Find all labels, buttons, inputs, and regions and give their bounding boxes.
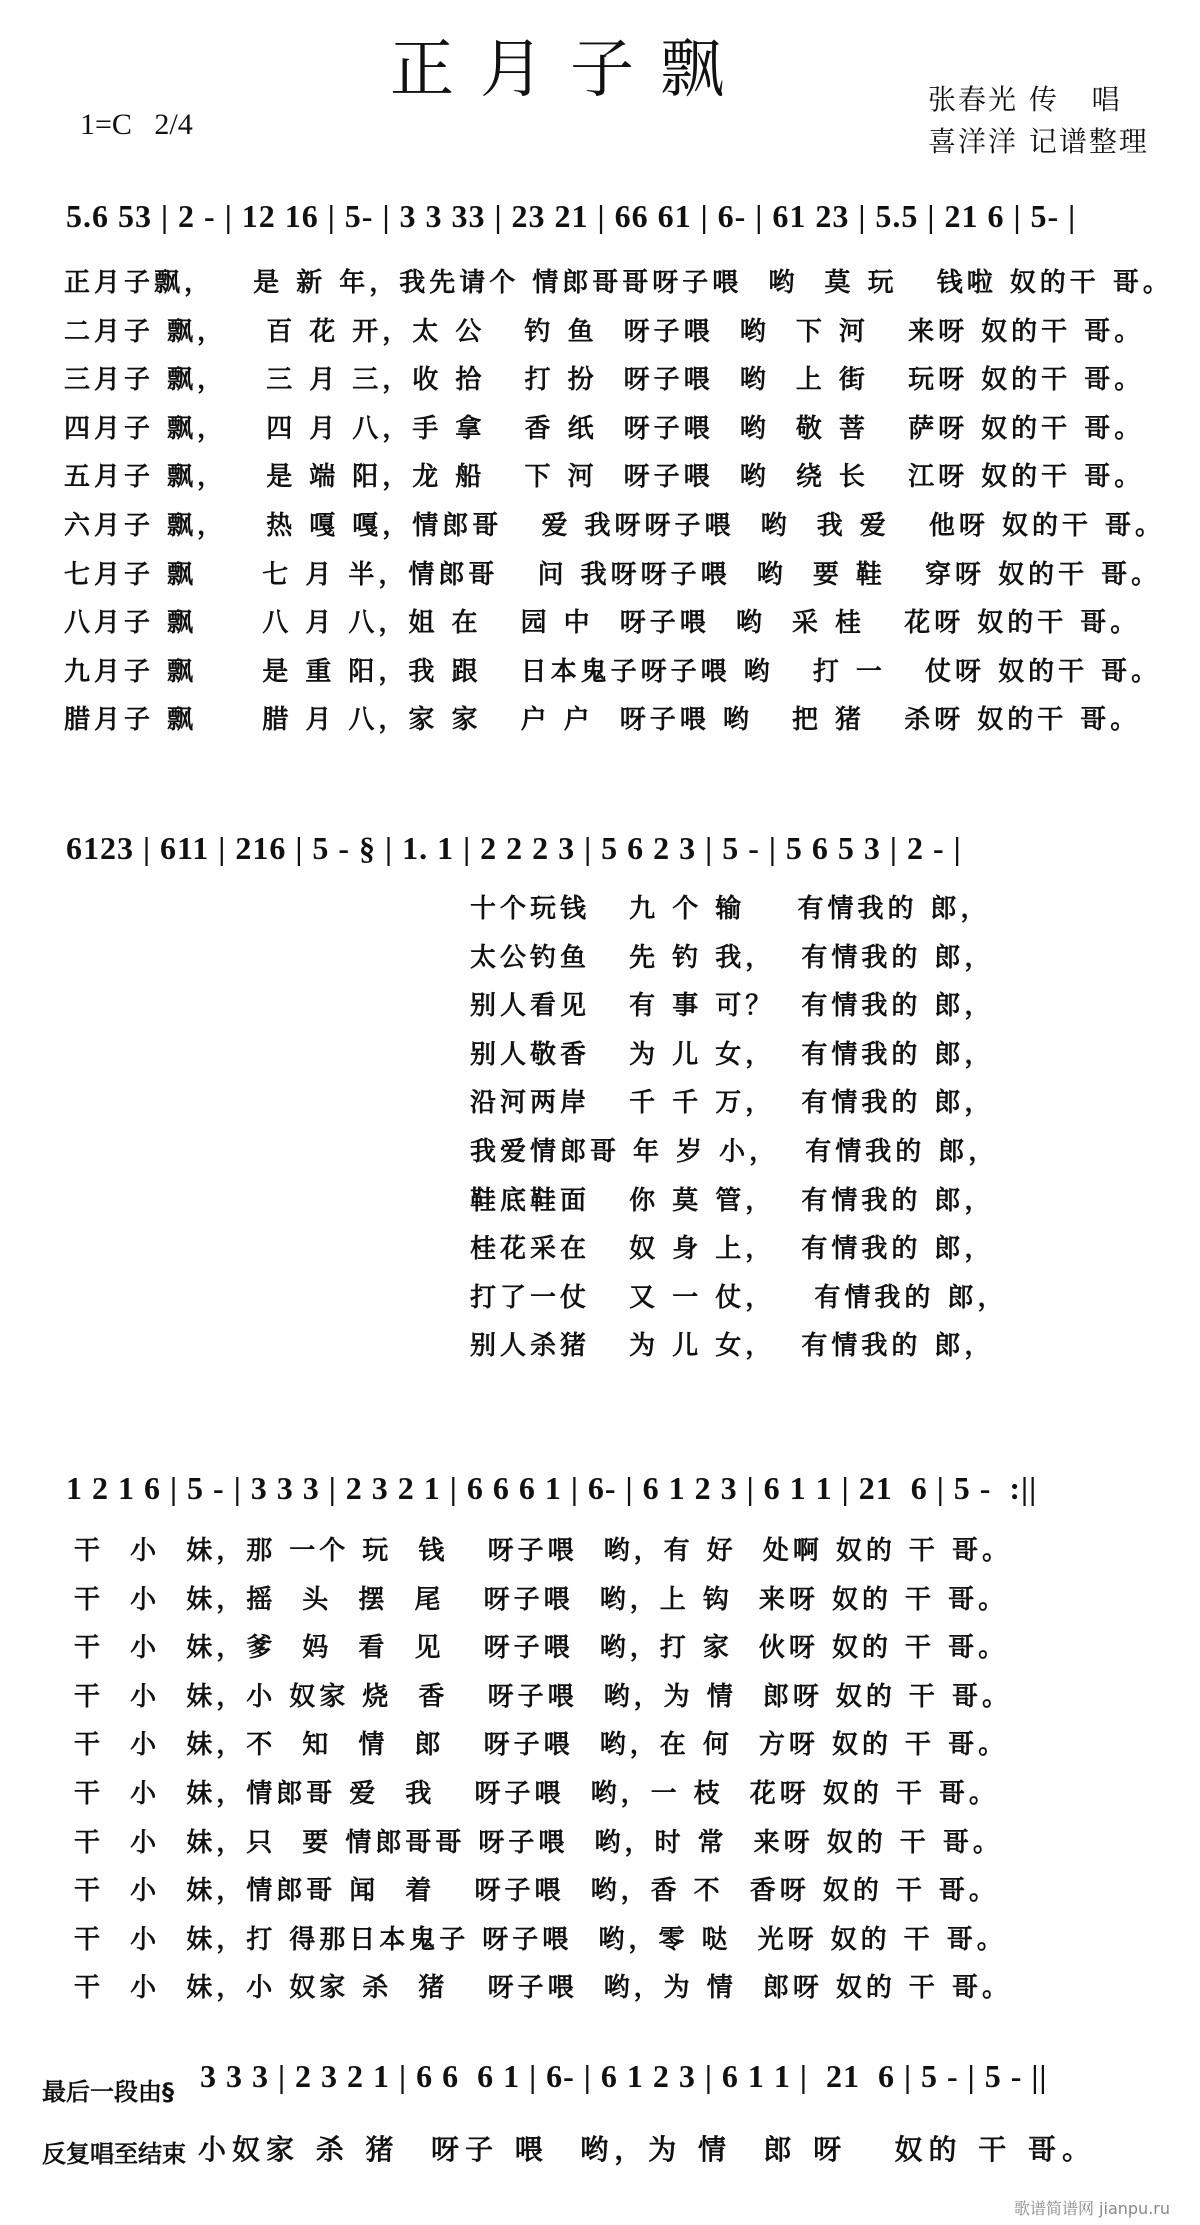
ending-lyric: 小奴家 杀 猪 呀子 喂 哟，为 情 郎 呀 奴的 干 哥。 [198, 2133, 1096, 2166]
lyric-row: 九月子 飘 是 重 阳，我 跟 日本鬼子呀子喂 哟 打 一 仗呀 奴的干 哥。 [64, 656, 1162, 687]
lyric-row: 七月子 飘 七 月 半，情郎哥 问 我呀呀子喂 哟 要 鞋 穿呀 奴的干 哥。 [64, 559, 1162, 590]
singer-credit: 张春光 传 唱 [928, 83, 1122, 116]
notation-line-4: 3 3 3 | 2 3 2 1 | 6 6 6 1 | 6- | 6 1 2 3 | 6 1 1 | 21 6 | 5 - | 5 - || [200, 2058, 1048, 2094]
lyric-row: 八月子 飘 八 月 八，姐 在 园 中 呀子喂 哟 采 桂 花呀 奴的干 哥。 [64, 608, 1141, 639]
ending-label-a: 最后一段由§ [42, 2078, 174, 2106]
lyric-row: 干 小 妹，摇 头 摆 尾 呀子喂 哟，上 钩 来呀 奴的 干 哥。 [74, 1584, 1009, 1615]
lyric-row: 别人敬香 为 儿 女， 有情我的 郎， [470, 1039, 995, 1070]
lyric-row: 打了一仗 又 一 仗， 有情我的 郎， [470, 1282, 1008, 1313]
lyric-row: 鞋底鞋面 你 莫 管， 有情我的 郎， [470, 1185, 995, 1216]
ending-label-b: 反复唱至结束 [42, 2140, 186, 2168]
lyric-row: 二月子 飘， 百 花 开，太 公 钓 鱼 呀子喂 哟 下 河 来呀 奴的干 哥。 [64, 316, 1145, 347]
lyric-row: 三月子 飘， 三 月 三，收 拾 打 扮 呀子喂 哟 上 街 玩呀 奴的干 哥。 [64, 365, 1145, 396]
song-title: 正月子飘 [390, 33, 750, 107]
notation-line-1: 5.6 53 | 2 - | 12 16 | 5- | 3 3 33 | 23 21 | 66 61 | 6- | 61 23 | 5.5 | 21 6 | 5- | [66, 198, 1077, 234]
lyric-row: 沿河两岸 千 千 万， 有情我的 郎， [470, 1088, 995, 1119]
lyric-row: 四月子 飘， 四 月 八，手 拿 香 纸 呀子喂 哟 敬 菩 萨呀 奴的干 哥。 [64, 413, 1145, 444]
lyric-row: 干 小 妹，爹 妈 看 见 呀子喂 哟，打 家 伙呀 奴的 干 哥。 [74, 1633, 1009, 1664]
lyric-row: 干 小 妹，只 要 情郎哥哥 呀子喂 哟，时 常 来呀 奴的 干 哥。 [74, 1827, 1003, 1858]
lyric-row: 干 小 妹，打 得那日本鬼子 呀子喂 哟，零 哒 光呀 奴的 干 哥。 [74, 1924, 1007, 1955]
lyric-row: 干 小 妹，小 奴家 烧 香 呀子喂 哟，为 情 郎呀 奴的 干 哥。 [74, 1681, 1012, 1712]
lyric-row: 干 小 妹，那 一个 玩 钱 呀子喂 哟，有 好 处啊 奴的 干 哥。 [74, 1536, 1012, 1566]
notation-line-2: 6123 | 611 | 216 | 5 - § | 1. 1 | 2 2 2 3 | 5 6 2 3 | 5 - | 5 6 5 3 | 2 - | [66, 830, 962, 866]
lyric-row: 干 小 妹，小 奴家 杀 猪 呀子喂 哟，为 情 郎呀 奴的 干 哥。 [74, 1973, 1012, 2004]
arranger-credit: 喜洋洋 记谱整理 [928, 125, 1149, 158]
lyric-row: 别人杀猪 为 儿 女， 有情我的 郎， [470, 1331, 995, 1362]
lyric-row: 干 小 妹，情郎哥 闻 着 呀子喂 哟，香 不 香呀 奴的 干 哥。 [74, 1876, 999, 1907]
lyric-row: 正月子飘， 是 新 年，我先请个 情郎哥哥呀子喂 哟 莫 玩 钱啦 奴的干 哥。 [64, 268, 1173, 298]
lyric-row: 干 小 妹，不 知 情 郎 呀子喂 哟，在 何 方呀 奴的 干 哥。 [74, 1730, 1009, 1761]
notation-line-3: 1 2 1 6 | 5 - | 3 3 3 | 2 3 2 1 | 6 6 6 1 | 6- | 6 1 2 3 | 6 1 1 | 21 6 | 5 - :|| [66, 1470, 1038, 1506]
lyric-row: 六月子 飘， 热 嘎 嘎，情郎哥 爱 我呀呀子喂 哟 我 爱 他呀 奴的干 哥。 [64, 511, 1166, 541]
lyric-row: 腊月子 飘 腊 月 八，家 家 户 户 呀子喂 哟 把 猪 杀呀 奴的干 哥。 [64, 705, 1141, 736]
lyric-row: 干 小 妹，情郎哥 爱 我 呀子喂 哟，一 枝 花呀 奴的 干 哥。 [74, 1779, 999, 1809]
lyric-row: 太公钓鱼 先 钓 我， 有情我的 郎， [470, 942, 995, 973]
lyric-row: 桂花采在 奴 身 上， 有情我的 郎， [470, 1234, 995, 1265]
watermark: 歌谱简谱网 jianpu.ru [1013, 2199, 1170, 2218]
lyric-row: 我爱情郎哥 年 岁 小， 有情我的 郎， [470, 1137, 999, 1167]
key-signature: 1=C 2/4 [80, 108, 193, 141]
lyric-row: 五月子 飘， 是 端 阳，龙 船 下 河 呀子喂 哟 绕 长 江呀 奴的干 哥。 [64, 462, 1145, 493]
lyric-row: 别人看见 有 事 可？ 有情我的 郎， [470, 991, 995, 1022]
lyric-row: 十个玩钱 九 个 输 有情我的 郎， [470, 894, 991, 924]
